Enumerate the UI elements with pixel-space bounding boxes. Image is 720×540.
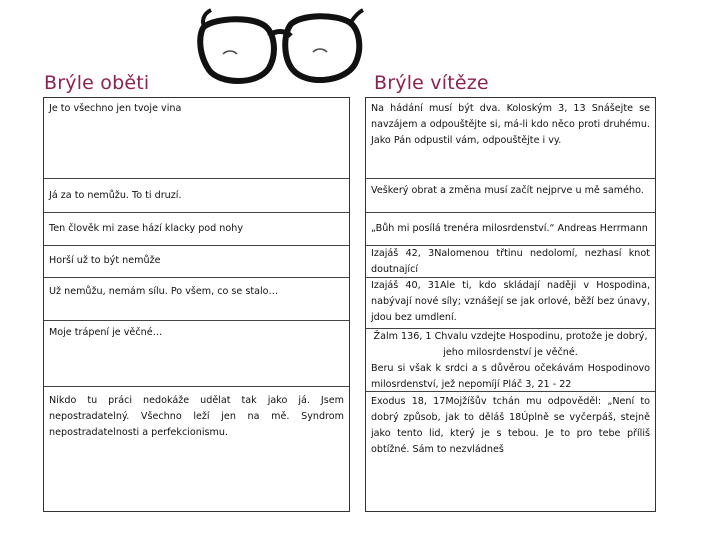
victim-statement: Je to všechno jen tvoje vina (44, 98, 349, 179)
winner-statement (366, 329, 655, 392)
victim-statement: Moje trápení je věčné… (44, 321, 349, 387)
victim-statement: Horší už to být nemůže (44, 246, 349, 278)
lamentations-line: Beru si však k srdci a s důvěrou očekávám Hospodinovo milosrdenství, jež nepomíjí Pláč 3, 21 - 22 (371, 363, 650, 390)
victim-statement: Ten člověk mi zase hází klacky pod nohy (44, 213, 349, 246)
winner-statement: Izajáš 42, 3Nalomenou třtinu nedolomí, nezhasí knot doutnající (366, 246, 655, 278)
eyeglasses-icon (195, 8, 365, 90)
victim-column (43, 97, 350, 512)
victim-statement: Nikdo tu práci nedokáže udělat tak jako já. Jsem nepostradatelný. Všechno leží jen na mě. Syndrom nepostradatelnosti a perfekcionismu. (49, 395, 344, 438)
victim-statement: Já za to nemůžu. To ti druzí. (44, 179, 349, 213)
winner-statement: Exodus 18, 17Mojžíšův tchán mu odpověděl: „Není to dobrý způsob, jak to děláš 18Úplně se vyčerpáš, stejně jako tento lid, který je s tebou. Je to pro tebe příliš obtížné. Sám to nezvládneš (371, 396, 650, 455)
winner-statement: Na hádání musí být dva. Koloským 3, 13 Snášejte se navzájem a odpouštějte si, má-li kdo něco proti druhému. Jako Pán odpustil vám, odpouštějte i vy. (366, 98, 655, 179)
winner-column (365, 97, 656, 512)
victim-glasses-title: Brýle oběti (44, 72, 150, 94)
psalm-line: Žalm 136, 1 Chvalu vzdejte Hospodinu, protože je dobrý, jeho milosrdenství je věčné. (373, 331, 648, 358)
winner-glasses-title: Brýle vítěze (374, 72, 489, 94)
winner-statement: „Bůh mi posílá trenéra milosrdenství.“ Andreas Herrmann (366, 213, 655, 246)
winner-statement: Izajáš 40, 31Ale ti, kdo skládají naději v Hospodina, nabývají nové síly; vznášejí se jak orlové, běží bez únavy, jdou bez umdlení. (366, 278, 655, 329)
victim-statement: Už nemůžu, nemám sílu. Po všem, co se stalo… (44, 278, 349, 321)
winner-statement: Veškerý obrat a změna musí začít nejprve u mě samého. (366, 179, 655, 213)
